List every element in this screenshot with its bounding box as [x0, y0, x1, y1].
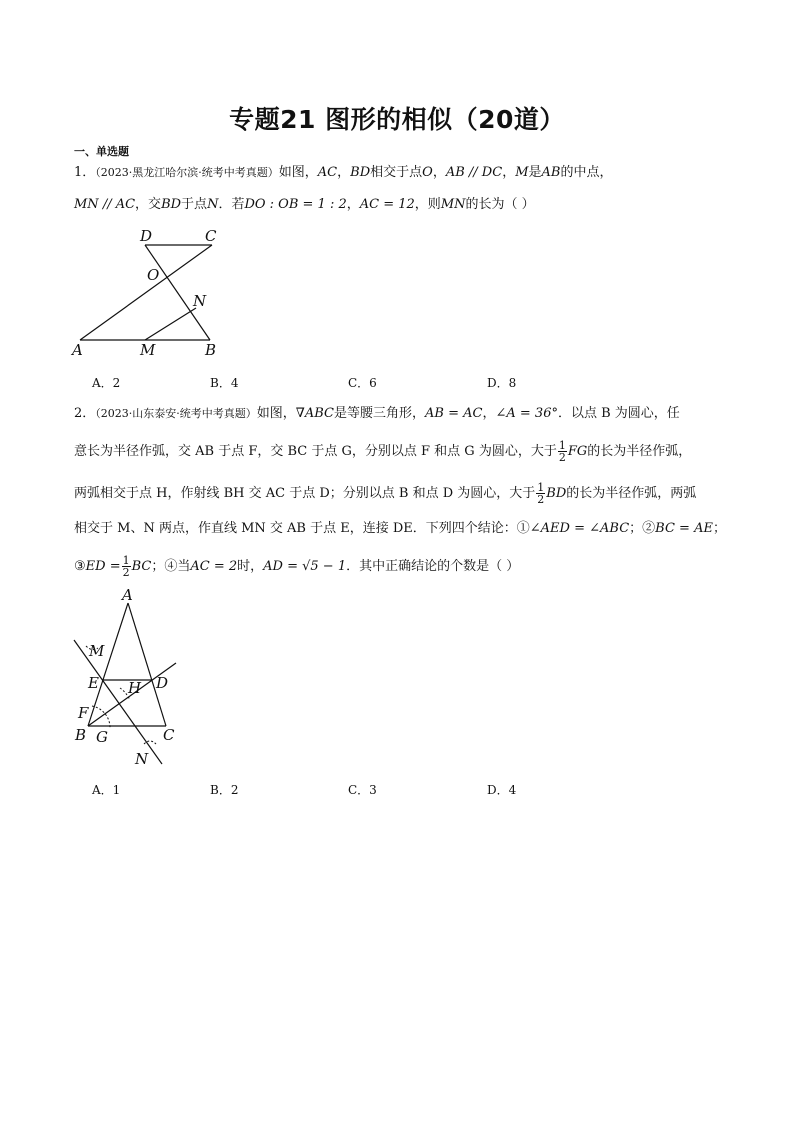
q1-label-d: D — [140, 227, 153, 245]
q2-label-d: D — [156, 674, 169, 692]
q1-source: （2023·黑龙江哈尔滨·统考中考真题） — [95, 166, 279, 179]
q2-math: ED = — [85, 559, 121, 574]
q2-text: 意长为半径作弧，交 AB 于点 F，交 BC 于点 G，分别以点 F 和点 G 为圆心，大于 — [74, 444, 557, 459]
q1-text: 是 — [528, 165, 542, 180]
q2-label-g: G — [96, 728, 108, 746]
q1-number: 1． — [74, 165, 96, 180]
q1-label-m: M — [140, 341, 156, 359]
q2-option-a[interactable]: A．1 — [92, 783, 121, 797]
q2-option-c[interactable]: C．3 — [348, 783, 377, 797]
q1-text: ， — [432, 165, 446, 180]
q1-option-b[interactable]: B．4 — [210, 376, 239, 390]
q2-number: 2． — [74, 406, 96, 421]
q1-text: ， — [502, 165, 516, 180]
q2-source: （2023·山东泰安·统考中考真题） — [95, 407, 257, 420]
q1-text: ， — [346, 197, 360, 212]
q2-text: 是等腰三角形， — [334, 406, 426, 421]
q2-math: BC = AE — [655, 521, 713, 536]
q1-math: AB // DC — [445, 165, 503, 180]
q1-math: N — [207, 197, 219, 212]
q1-text: ，交 — [135, 197, 162, 212]
q2-label-b: B — [75, 726, 87, 744]
q2-text: ； — [712, 521, 726, 536]
q2-text: 两弧相交于点 H，作射线 BH 交 AC 于点 D；分别以点 B 和点 D 为圆心，大于 — [74, 486, 536, 501]
q2-text: 相交于 M、N 两点，作直线 MN 交 AB 于点 E，连接 DE．下列四个结论：① — [74, 521, 530, 536]
fraction-denominator: 2 — [122, 566, 130, 579]
q1-text: ．若 — [218, 197, 245, 212]
q2-math: ∠A = 36° — [495, 406, 558, 421]
q1-option-a[interactable]: A．2 — [92, 376, 121, 390]
q1-label-c: C — [205, 227, 217, 245]
q1-text: 的中点， — [560, 165, 613, 180]
q2-label-e: E — [88, 674, 99, 692]
q1-label-b: B — [205, 341, 217, 359]
q2-label-c: C — [163, 726, 175, 744]
q1-math: MN // AC — [74, 197, 136, 212]
q2-math: FG — [567, 444, 588, 459]
q2-label-f: F — [78, 704, 89, 722]
q1-math: AC = 12 — [359, 197, 415, 212]
q2-text: 的长为半径作弧，两弧 — [566, 486, 697, 501]
q2-option-d[interactable]: D．4 — [487, 783, 517, 797]
q1-option-c[interactable]: C．6 — [348, 376, 377, 390]
q2-text: ．其中正确结论的个数是（ ） — [346, 559, 520, 574]
q1-label-o: O — [147, 266, 160, 284]
q2-text: 如图， — [256, 406, 296, 421]
q1-math: AC — [317, 165, 338, 180]
q2-math: BC — [131, 559, 152, 574]
q1-text: 相交于点 — [370, 165, 423, 180]
q2-label-m: M — [89, 642, 105, 660]
q2-text: ③ — [74, 559, 86, 574]
q1-label-a: A — [72, 341, 83, 359]
fraction-numerator: 1 — [537, 481, 545, 494]
q2-math: ∇ABC — [295, 406, 335, 421]
q1-math: BD — [161, 197, 182, 212]
q1-math: DO : OB = 1 : 2 — [244, 197, 347, 212]
q2-math: AC = 2 — [190, 559, 238, 574]
q2-text: ；② — [629, 521, 656, 536]
q1-text: 于点 — [181, 197, 208, 212]
q2-line-mn — [74, 640, 162, 764]
fraction-denominator: 2 — [537, 493, 545, 506]
q1-math: O — [422, 165, 433, 180]
q1-math: M — [515, 165, 529, 180]
q1-math: AB — [541, 165, 561, 180]
q1-option-d[interactable]: D．8 — [487, 376, 517, 390]
page-title: 专题21 图形的相似（20道） — [229, 105, 565, 134]
q1-text: 如图， — [278, 165, 318, 180]
q2-text: ；④当 — [151, 559, 191, 574]
fraction-numerator: 1 — [122, 554, 130, 567]
q2-math: BD — [546, 486, 567, 501]
q2-segment-ac — [128, 603, 169, 726]
fraction-numerator: 1 — [558, 439, 566, 452]
q1-math: MN — [440, 197, 466, 212]
q2-option-b[interactable]: B．2 — [210, 783, 239, 797]
q2-math: AD = √5 − 1 — [263, 559, 347, 574]
q1-label-n: N — [193, 292, 207, 310]
q2-text: 的长为半径作弧， — [587, 444, 692, 459]
q2-label-n: N — [135, 750, 149, 768]
q2-math: AB = AC — [425, 406, 483, 421]
q2-text: ， — [482, 406, 496, 421]
q1-text: ， — [337, 165, 351, 180]
q2-text: ．以点 B 为圆心，任 — [557, 406, 680, 421]
q2-label-a: A — [122, 586, 133, 604]
section-heading: 一、单选题 — [74, 145, 129, 158]
q2-math: ∠AED = ∠ABC — [529, 521, 630, 536]
q2-label-h: H — [128, 679, 142, 697]
fraction-denominator: 2 — [558, 451, 566, 464]
q1-math: BD — [350, 165, 371, 180]
q2-text: 时， — [237, 559, 264, 574]
q1-text: ，则 — [414, 197, 441, 212]
q1-text: 的长为（ ） — [465, 197, 535, 212]
